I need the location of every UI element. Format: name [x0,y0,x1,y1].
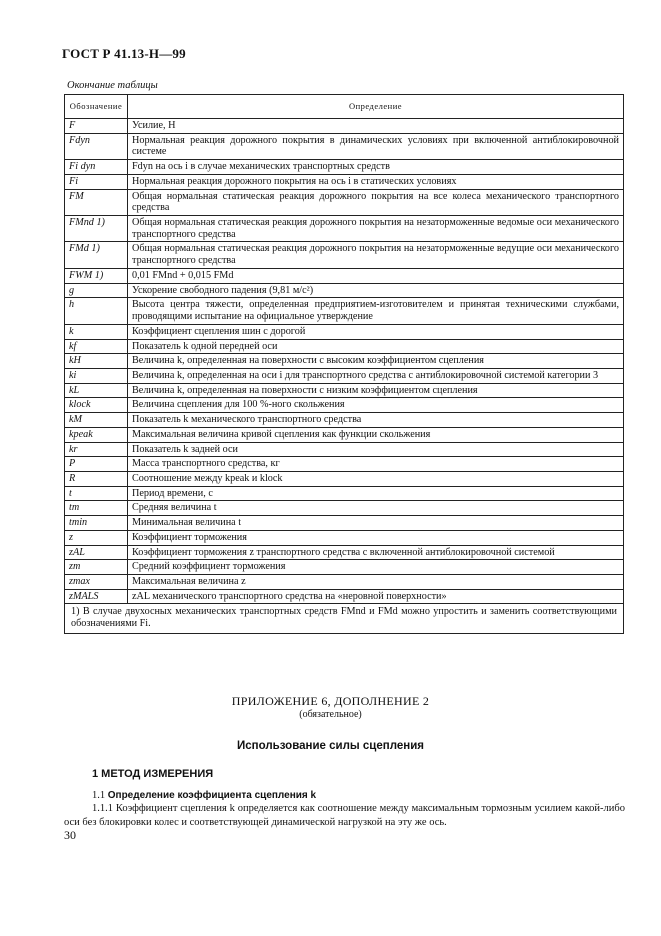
symbol-cell: tmin [65,516,128,531]
symbol-cell: zmax [65,575,128,590]
symbol-cell: ki [65,368,128,383]
definition-cell: Нормальная реакция дорожного покрытия в динамических условиях при включенной антиблокировочной системе [128,133,624,159]
table-row [65,216,624,242]
symbol-cell: t [65,486,128,501]
definition-cell: Показатель k механического транспортного средства [128,413,624,428]
definition-cell: Величина k, определенная на оси i для транспортного средства с антиблокировочной системой категории 3 [128,368,624,383]
definition-cell: Максимальная величина кривой сцепления как функции скольжения [128,427,624,442]
symbols-table [64,94,624,634]
table-row [65,283,624,298]
table-row [65,398,624,413]
table-row [65,501,624,516]
symbol-cell: P [65,457,128,472]
symbol-cell: kH [65,354,128,369]
table-row [65,383,624,398]
table-row [65,560,624,575]
definition-cell: Показатель k одной передней оси [128,339,624,354]
col-header-symbol: Обозначение [65,95,128,119]
definition-cell: Показатель k задней оси [128,442,624,457]
symbol-cell: FMnd 1) [65,216,128,242]
definition-cell: Средний коэффициент торможения [128,560,624,575]
definition-cell: Общая нормальная статическая реакция дорожного покрытия на незаторможенные ведомые оси механического транспортного средства [128,216,624,242]
table-row [65,133,624,159]
definition-cell: Масса транспортного средства, кг [128,457,624,472]
symbol-cell: zAL [65,545,128,560]
table-row [65,545,624,560]
definition-cell: Величина k, определенная на поверхности с низким коэффициентом сцепления [128,383,624,398]
table-row [65,174,624,189]
symbol-cell: Fi dyn [65,160,128,175]
subsection-number: 1.1 [92,790,106,801]
definition-cell: Величина сцепления для 100 %-ного скольжения [128,398,624,413]
table-row [65,268,624,283]
table-row [65,575,624,590]
table-row [65,119,624,134]
definition-cell: Высота центра тяжести, определенная предприятием-изготовителем и принятая техническими службами, проводящими испытание на официальное утверждение [128,298,624,324]
subsection-heading [92,790,316,801]
definition-cell: Средняя величина t [128,501,624,516]
paragraph-1-1-1: 1.1.1 Коэффициент сцепления k определяется как соотношение между максимальным тормозным усилием какой-либо оси без блокировки колес и соответствующей динамической нагрузкой на эту же ось. [64,803,625,828]
table-row [65,442,624,457]
table-row [65,457,624,472]
definition-cell: zAL механического транспортного средства на «неровной поверхности» [128,589,624,604]
subsection-title: Определение коэффициента сцепления k [107,790,317,801]
symbol-cell: klock [65,398,128,413]
definition-cell: Нормальная реакция дорожного покрытия на ось i в статических условиях [128,174,624,189]
section-heading: 1 МЕТОД ИЗМЕРЕНИЯ [92,768,214,780]
page-number: 30 [64,828,76,842]
symbol-cell: kL [65,383,128,398]
symbol-cell: kr [65,442,128,457]
definition-cell: Общая нормальная статическая реакция дорожного покрытия на все колеса механического транспортного средства [128,189,624,215]
symbol-cell: h [65,298,128,324]
table-row [65,486,624,501]
table-continuation-label: Окончание таблицы [67,80,158,91]
table-row [65,298,624,324]
table-row [65,530,624,545]
symbol-cell: zm [65,560,128,575]
definition-cell: Fdyn на ось i в случае механических транспортных средств [128,160,624,175]
definition-cell: Ускорение свободного падения (9,81 м/с²) [128,283,624,298]
table-row [65,589,624,604]
symbol-cell: FWM 1) [65,268,128,283]
definition-cell: Величина k, определенная на поверхности с высоким коэффициентом сцепления [128,354,624,369]
definition-cell: Максимальная величина z [128,575,624,590]
table-row [65,354,624,369]
table-row [65,189,624,215]
definition-cell: Общая нормальная статическая реакция дорожного покрытия на незаторможенные ведущие оси механического транспортного средства [128,242,624,268]
table-row [65,160,624,175]
table-footnote: 1) В случае двухосных механических транспортных средств FMnd и FMd можно упростить и заменить соответствующими обозначениями Fi. [65,604,624,633]
definition-cell: Коэффициент торможения z транспортного средства с включенной антиблокировочной системой [128,545,624,560]
appendix-heading: Использование силы сцепления [237,740,424,752]
definition-cell: Период времени, с [128,486,624,501]
symbol-cell: Fi [65,174,128,189]
symbol-cell: tm [65,501,128,516]
standard-header: ГОСТ Р 41.13-Н—99 [62,46,186,61]
symbol-cell: g [65,283,128,298]
definition-cell: Усилие, Н [128,119,624,134]
definition-cell: Минимальная величина t [128,516,624,531]
symbol-cell: FMd 1) [65,242,128,268]
table-footnote-row [65,604,624,633]
symbol-cell: kf [65,339,128,354]
symbol-cell: kM [65,413,128,428]
table-row [65,471,624,486]
symbol-cell: kpeak [65,427,128,442]
symbol-cell: z [65,530,128,545]
table-header-row [65,95,624,119]
symbol-cell: R [65,471,128,486]
definition-cell: 0,01 FMnd + 0,015 FMd [128,268,624,283]
definition-cell: Коэффициент торможения [128,530,624,545]
col-header-definition: Определение [128,95,624,119]
table-row [65,427,624,442]
symbol-cell: k [65,324,128,339]
appendix-title: ПРИЛОЖЕНИЕ 6, ДОПОЛНЕНИЕ 2 [231,694,430,708]
table-row [65,413,624,428]
definition-cell: Коэффициент сцепления шин с дорогой [128,324,624,339]
table-row [65,324,624,339]
appendix-subtitle: (обязательное) [299,709,362,720]
table-row [65,242,624,268]
definition-cell: Соотношение между kpeak и klock [128,471,624,486]
symbol-cell: F [65,119,128,134]
symbol-cell: zMALS [65,589,128,604]
table-row [65,368,624,383]
symbol-cell: Fdyn [65,133,128,159]
table-row [65,516,624,531]
symbol-cell: FM [65,189,128,215]
table-row [65,339,624,354]
